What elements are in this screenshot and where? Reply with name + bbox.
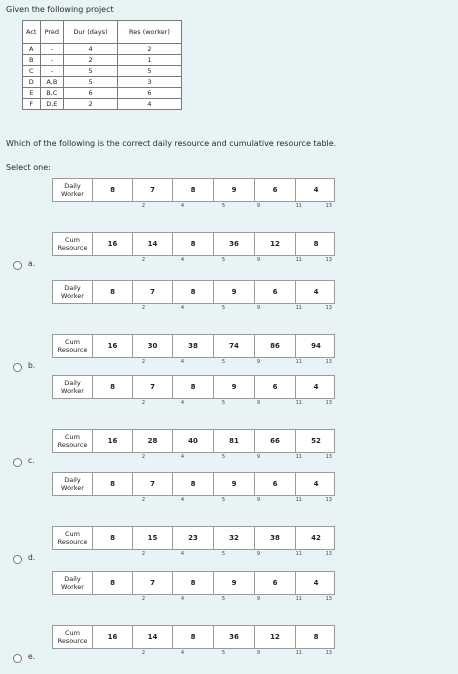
value-cell: 23 xyxy=(173,527,214,549)
day-ticks xyxy=(92,400,335,409)
cum-resource-row xyxy=(52,232,335,256)
value-cell: 8 xyxy=(93,527,133,549)
project-table-cell: C xyxy=(23,66,41,77)
value-cell: 9 xyxy=(214,473,255,495)
value-cell: 9 xyxy=(214,281,255,303)
day-tick: 4 xyxy=(180,400,184,406)
row-label: Cum Resource xyxy=(53,527,93,549)
row-label: Daily Worker xyxy=(53,572,93,594)
project-table-row xyxy=(23,99,182,110)
day-tick: 2 xyxy=(141,359,145,365)
project-table-cell: 3 xyxy=(117,77,181,88)
day-tick: 5 xyxy=(221,400,225,406)
value-cell: 14 xyxy=(133,626,173,648)
day-tick: 11 xyxy=(295,454,302,460)
value-cell: 9 xyxy=(214,572,255,594)
project-table-cell: - xyxy=(40,66,64,77)
value-cell: 8 xyxy=(173,233,214,255)
day-tick: 9 xyxy=(256,400,260,406)
project-table-cell: 6 xyxy=(117,88,181,99)
day-tick: 2 xyxy=(141,596,145,602)
day-tick: 9 xyxy=(256,551,260,557)
value-cell: 8 xyxy=(173,376,214,398)
cum-resource-row xyxy=(52,625,335,649)
day-tick: 4 xyxy=(180,454,184,460)
option-label: e. xyxy=(28,652,35,661)
value-cell: 8 xyxy=(173,473,214,495)
cum-resource-row xyxy=(52,429,335,453)
day-tick: 11 xyxy=(295,497,302,503)
resource-table xyxy=(52,472,335,564)
value-cell: 36 xyxy=(214,626,255,648)
day-tick: 13 xyxy=(325,257,332,263)
day-tick: 11 xyxy=(295,400,302,406)
value-cell: 4 xyxy=(313,288,319,296)
radio-button[interactable] xyxy=(13,363,22,372)
value-cell: 30 xyxy=(133,335,173,357)
value-cell: 8 xyxy=(173,572,214,594)
daily-worker-row xyxy=(52,571,335,595)
project-table-cell: D xyxy=(23,77,41,88)
day-tick: 11 xyxy=(295,551,302,557)
radio-button[interactable] xyxy=(13,458,22,467)
value-cell: 7 xyxy=(133,473,173,495)
day-ticks xyxy=(92,650,335,659)
project-table-cell: E xyxy=(23,88,41,99)
day-ticks xyxy=(92,551,335,560)
day-tick: 13 xyxy=(325,551,332,557)
resource-table xyxy=(52,178,335,270)
day-tick: 13 xyxy=(325,203,332,209)
day-tick: 9 xyxy=(256,203,260,209)
row-label: Cum Resource xyxy=(53,233,93,255)
value-cell: 74 xyxy=(214,335,255,357)
project-table-cell: 4 xyxy=(117,99,181,110)
option-label: a. xyxy=(28,259,35,268)
project-table-cell: 5 xyxy=(64,66,118,77)
project-table-cell: - xyxy=(40,44,64,55)
row-label: Daily Worker xyxy=(53,376,93,398)
value-cell: 7 xyxy=(133,281,173,303)
select-one-label: Select one: xyxy=(6,163,51,172)
day-tick: 13 xyxy=(325,305,332,311)
value-cell: 14 xyxy=(133,233,173,255)
day-tick: 11 xyxy=(295,596,302,602)
value-cell: 16 xyxy=(93,626,133,648)
day-ticks xyxy=(92,305,335,314)
value-cell: 6 xyxy=(255,473,296,495)
value-cell: 28 xyxy=(133,430,173,452)
value-cell: 8 xyxy=(313,633,319,641)
value-cell: 66 xyxy=(255,430,296,452)
project-table-cell: A xyxy=(23,44,41,55)
project-table-row xyxy=(23,77,182,88)
value-cell: 7 xyxy=(133,376,173,398)
day-tick: 13 xyxy=(325,454,332,460)
day-tick: 5 xyxy=(221,650,225,656)
project-table-cell: 2 xyxy=(117,44,181,55)
value-cell: 7 xyxy=(133,179,173,201)
day-tick: 4 xyxy=(180,497,184,503)
value-cell: 8 xyxy=(93,572,133,594)
value-cell: 94 xyxy=(311,342,321,350)
day-tick: 4 xyxy=(180,650,184,656)
day-tick: 4 xyxy=(180,551,184,557)
day-tick: 2 xyxy=(141,650,145,656)
day-tick: 2 xyxy=(141,305,145,311)
project-table-row xyxy=(23,44,182,55)
question-text: Which of the following is the correct daily resource and cumulative resource table. xyxy=(6,139,337,148)
value-cell: 4 xyxy=(313,480,319,488)
value-cell: 8 xyxy=(93,473,133,495)
value-cell: 6 xyxy=(255,376,296,398)
project-table-cell: 5 xyxy=(64,77,118,88)
daily-worker-row xyxy=(52,472,335,496)
option-label: d. xyxy=(28,553,36,562)
value-cell: 9 xyxy=(214,376,255,398)
project-table-cell: A,B xyxy=(40,77,64,88)
value-cell: 8 xyxy=(93,179,133,201)
value-cell: 36 xyxy=(214,233,255,255)
project-table-row xyxy=(23,55,182,66)
project-table-cell: D,E xyxy=(40,99,64,110)
day-ticks xyxy=(92,497,335,506)
day-tick: 5 xyxy=(221,454,225,460)
daily-worker-row xyxy=(52,178,335,202)
project-table-cell: - xyxy=(40,55,64,66)
option-label: c. xyxy=(28,456,35,465)
row-label: Daily Worker xyxy=(53,473,93,495)
value-cell: 6 xyxy=(255,572,296,594)
day-tick: 5 xyxy=(221,596,225,602)
day-tick: 9 xyxy=(256,305,260,311)
daily-worker-row xyxy=(52,280,335,304)
value-cell: 8 xyxy=(93,376,133,398)
day-tick: 5 xyxy=(221,497,225,503)
radio-button[interactable] xyxy=(13,555,22,564)
day-tick: 9 xyxy=(256,650,260,656)
day-tick: 5 xyxy=(221,257,225,263)
day-tick: 4 xyxy=(180,596,184,602)
day-tick: 13 xyxy=(325,650,332,656)
day-tick: 11 xyxy=(295,203,302,209)
day-tick: 2 xyxy=(141,400,145,406)
day-tick: 9 xyxy=(256,497,260,503)
day-ticks xyxy=(92,454,335,463)
project-table xyxy=(22,20,182,110)
value-cell: 6 xyxy=(255,179,296,201)
value-cell: 7 xyxy=(133,572,173,594)
day-tick: 5 xyxy=(221,305,225,311)
daily-worker-row xyxy=(52,375,335,399)
row-label: Daily Worker xyxy=(53,179,93,201)
day-tick: 5 xyxy=(221,203,225,209)
day-tick: 13 xyxy=(325,596,332,602)
day-tick: 2 xyxy=(141,203,145,209)
row-label: Daily Worker xyxy=(53,281,93,303)
day-tick: 4 xyxy=(180,257,184,263)
value-cell: 81 xyxy=(214,430,255,452)
day-ticks xyxy=(92,359,335,368)
day-tick: 2 xyxy=(141,497,145,503)
day-tick: 4 xyxy=(180,203,184,209)
day-tick: 11 xyxy=(295,305,302,311)
radio-button[interactable] xyxy=(13,654,22,663)
value-cell: 16 xyxy=(93,335,133,357)
project-table-cell: 4 xyxy=(64,44,118,55)
value-cell: 8 xyxy=(173,179,214,201)
project-table-row xyxy=(23,88,182,99)
value-cell: 16 xyxy=(93,233,133,255)
project-table-row xyxy=(23,66,182,77)
project-table-cell: 2 xyxy=(64,55,118,66)
value-cell: 86 xyxy=(255,335,296,357)
row-label: Cum Resource xyxy=(53,335,93,357)
day-tick: 2 xyxy=(141,454,145,460)
option-label: b. xyxy=(28,361,36,370)
project-table-header xyxy=(23,21,182,44)
value-cell: 4 xyxy=(313,186,319,194)
day-tick: 9 xyxy=(256,596,260,602)
header-pred: Pred xyxy=(40,21,64,44)
header-res: Res (worker) xyxy=(117,21,181,44)
project-table-cell: 6 xyxy=(64,88,118,99)
day-ticks xyxy=(92,203,335,212)
value-cell: 4 xyxy=(313,383,319,391)
value-cell: 42 xyxy=(311,534,321,542)
day-tick: 4 xyxy=(180,359,184,365)
value-cell: 52 xyxy=(311,437,321,445)
header-act: Act xyxy=(23,21,41,44)
day-tick: 11 xyxy=(295,650,302,656)
day-tick: 13 xyxy=(325,359,332,365)
day-tick: 5 xyxy=(221,551,225,557)
radio-button[interactable] xyxy=(13,261,22,270)
day-tick: 11 xyxy=(295,359,302,365)
day-tick: 11 xyxy=(295,257,302,263)
value-cell: 12 xyxy=(255,233,296,255)
row-label: Cum Resource xyxy=(53,626,93,648)
resource-table xyxy=(52,375,335,467)
value-cell: 8 xyxy=(313,240,319,248)
value-cell: 38 xyxy=(255,527,296,549)
value-cell: 15 xyxy=(133,527,173,549)
day-tick: 13 xyxy=(325,497,332,503)
header-dur: Dur (days) xyxy=(64,21,118,44)
value-cell: 40 xyxy=(173,430,214,452)
resource-table xyxy=(52,571,335,663)
row-label: Cum Resource xyxy=(53,430,93,452)
value-cell: 6 xyxy=(255,281,296,303)
project-table-cell: B,C xyxy=(40,88,64,99)
day-tick: 9 xyxy=(256,359,260,365)
cum-resource-row xyxy=(52,334,335,358)
project-table-cell: 5 xyxy=(117,66,181,77)
project-table-cell: F xyxy=(23,99,41,110)
day-ticks xyxy=(92,257,335,266)
day-tick: 2 xyxy=(141,257,145,263)
day-tick: 13 xyxy=(325,400,332,406)
value-cell: 8 xyxy=(173,281,214,303)
day-tick: 9 xyxy=(256,257,260,263)
day-tick: 5 xyxy=(221,359,225,365)
day-ticks xyxy=(92,596,335,605)
day-tick: 4 xyxy=(180,305,184,311)
value-cell: 4 xyxy=(313,579,319,587)
project-table-cell: 1 xyxy=(117,55,181,66)
value-cell: 9 xyxy=(214,179,255,201)
value-cell: 16 xyxy=(93,430,133,452)
value-cell: 8 xyxy=(93,281,133,303)
resource-table xyxy=(52,280,335,372)
value-cell: 8 xyxy=(173,626,214,648)
project-table-cell: B xyxy=(23,55,41,66)
value-cell: 12 xyxy=(255,626,296,648)
value-cell: 32 xyxy=(214,527,255,549)
day-tick: 2 xyxy=(141,551,145,557)
cum-resource-row xyxy=(52,526,335,550)
value-cell: 38 xyxy=(173,335,214,357)
intro-text: Given the following project xyxy=(6,5,114,14)
project-table-cell: 2 xyxy=(64,99,118,110)
day-tick: 9 xyxy=(256,454,260,460)
